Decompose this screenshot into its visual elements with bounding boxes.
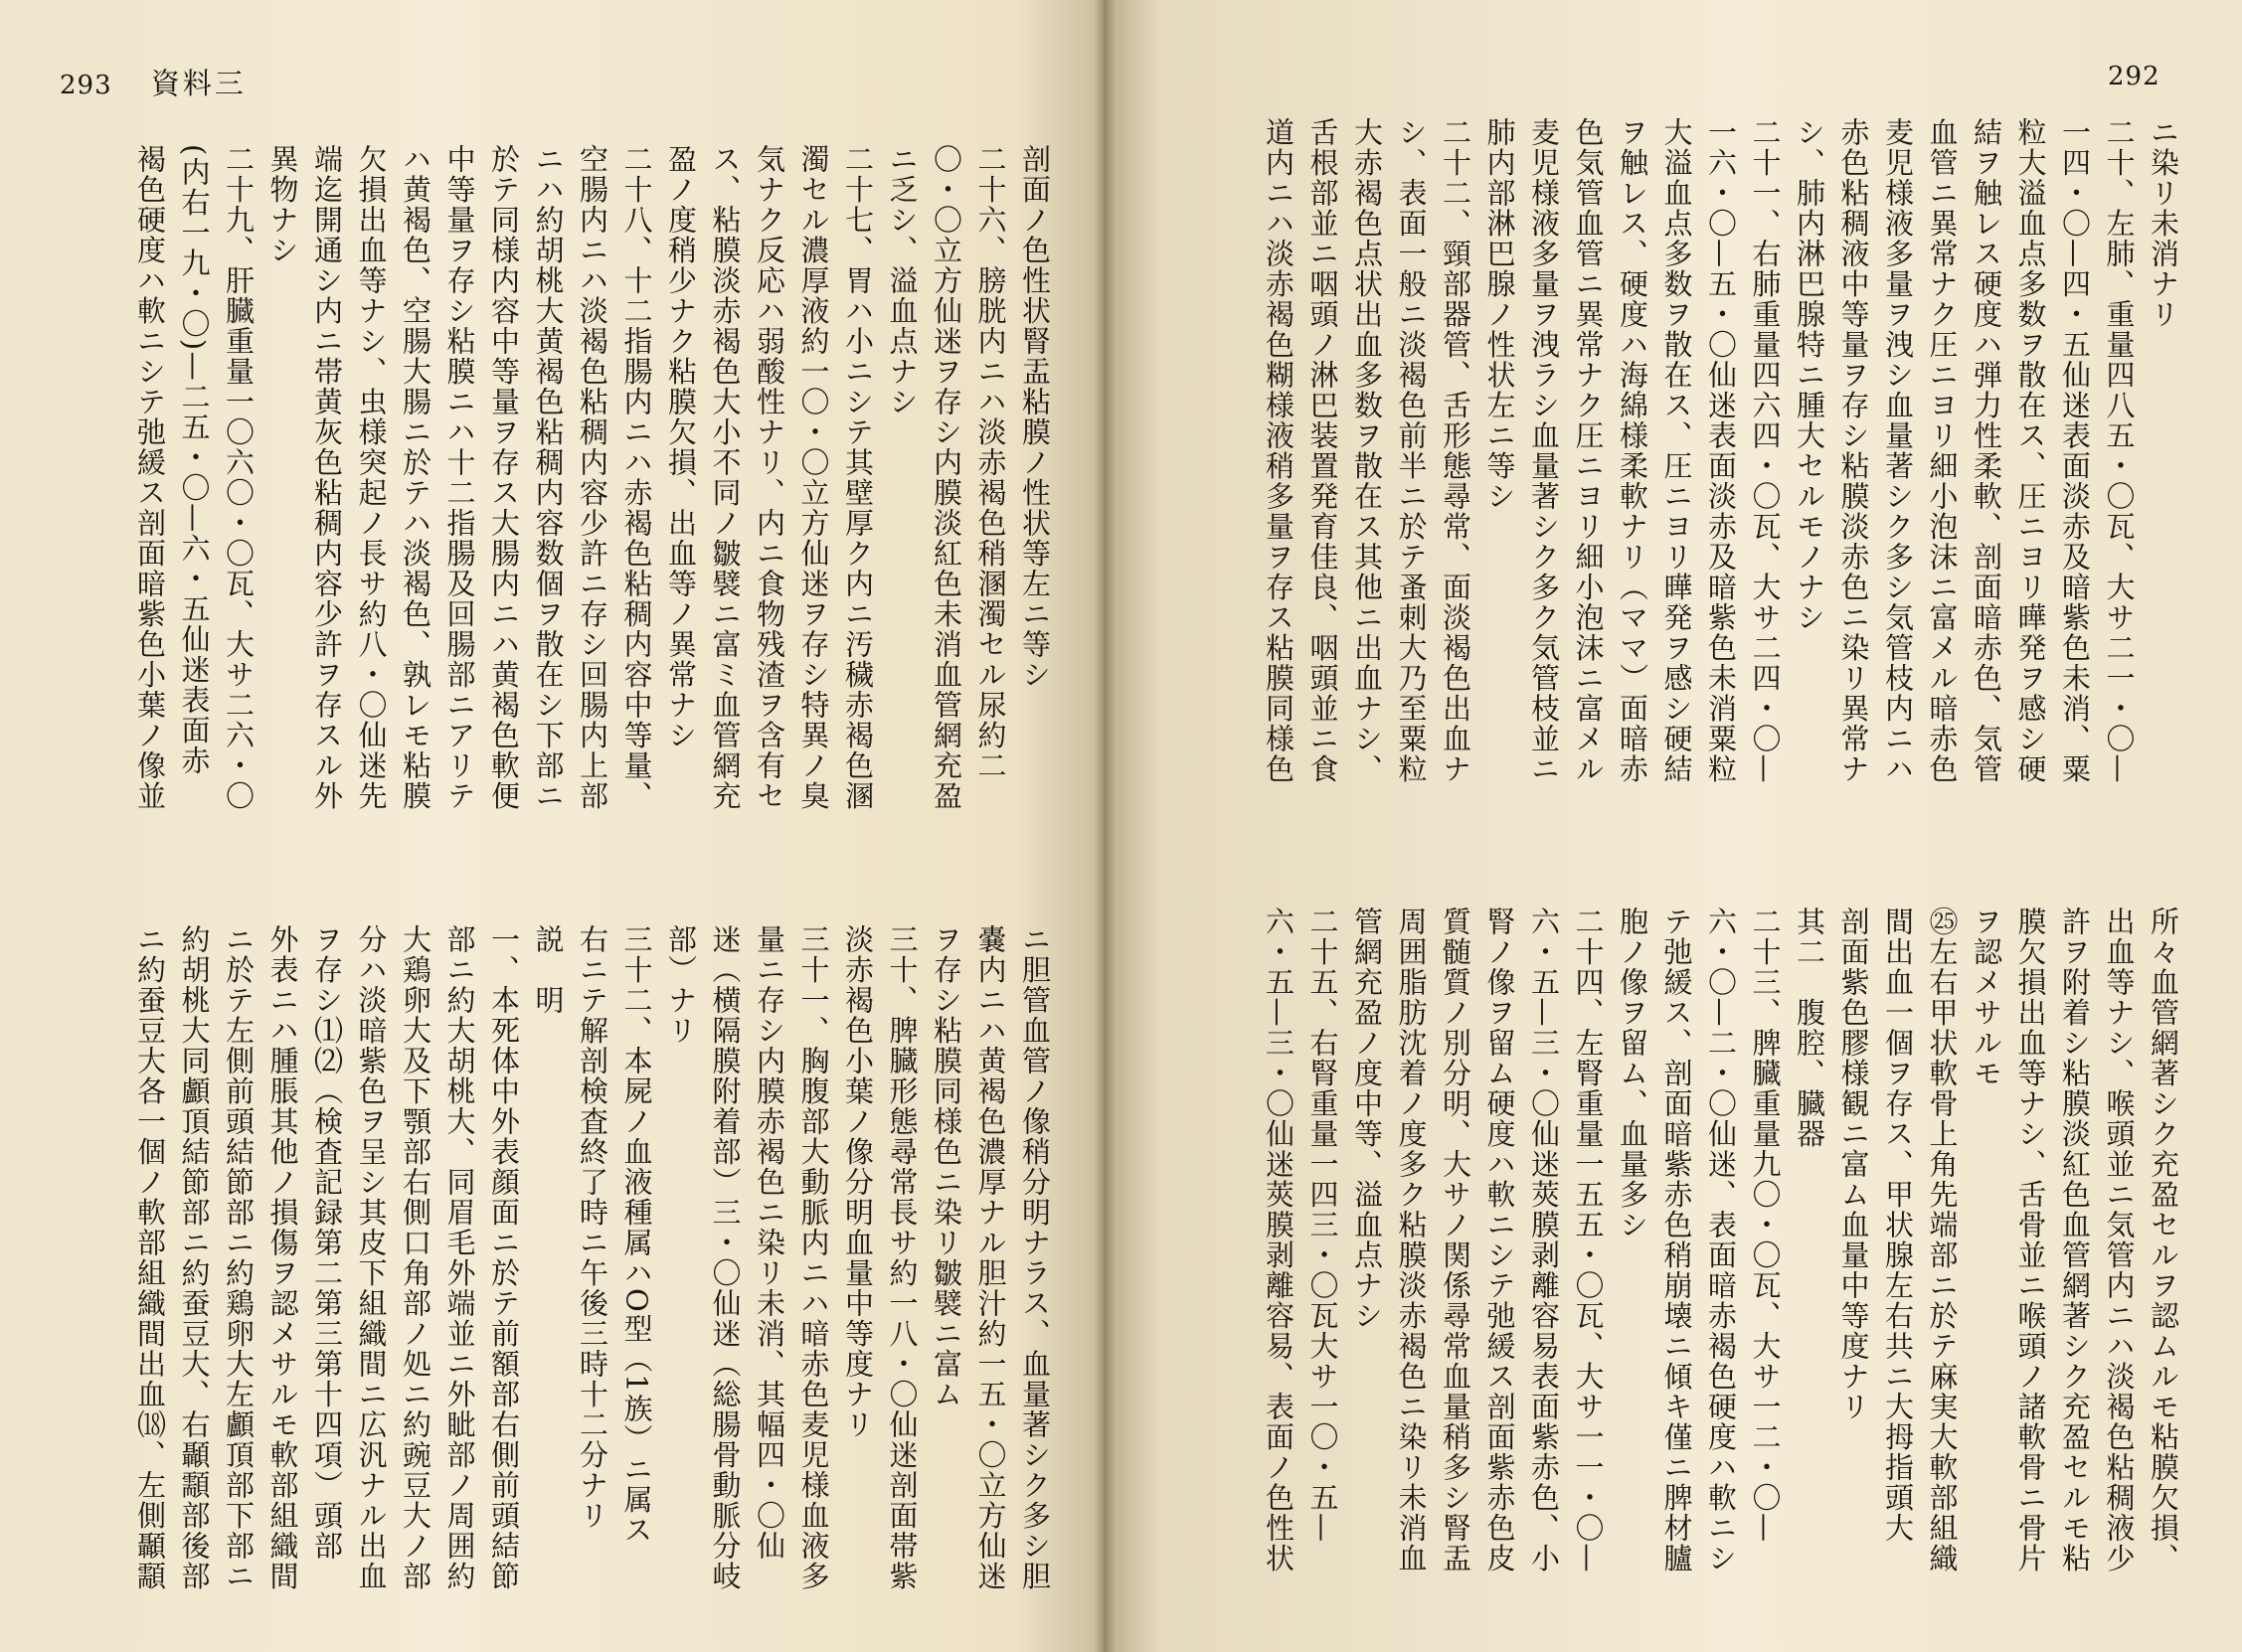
text-column: 所々血管網著シク充盈セルヲ認ムルモ粘膜欠損、	[2147, 907, 2180, 1573]
text-column: 量ニ存シ内膜赤褐色ニ染リ未消、其幅四・〇仙	[753, 924, 786, 1562]
text-column: ニ於テ左側前頭結節部ニ約鶏卵大左顱頂部下部ニ	[222, 924, 256, 1591]
text-column: 気ナク反応ハ弱酸性ナリ、内ニ食物残渣ヲ含有セ	[753, 144, 786, 811]
text-column: 約胡桃大同顱頂結節部ニ約蚕豆大、右顳顬部後部	[177, 924, 212, 1591]
text-column: シ、表面一般ニ淡褐色前半ニ於テ蚤刺大乃至粟粒	[1394, 117, 1429, 784]
text-column: 間出血一個ヲ存ス、甲状腺左右共ニ大拇指頭大	[1881, 907, 1915, 1544]
text-column: 道内ニハ淡赤褐色糊様液稍多量ヲ存ス粘膜同様色	[1262, 117, 1295, 784]
page-number: 293	[60, 71, 112, 100]
text-column: 血管ニ異常ナク圧ニヨリ細小泡沫ニ富メル暗赤色	[1925, 117, 1960, 784]
text-column: ニ胆管血管ノ像稍分明ナラス、血量著シク多シ胆	[1018, 924, 1052, 1591]
text-column: ニハ約胡桃大黄褐色粘稠内容数個ヲ散在シ下部ニ	[531, 144, 566, 811]
text-column: 胞ノ像ヲ留ム、血量多シ	[1616, 907, 1649, 1240]
text-column: 其二 腹腔、臓器	[1793, 907, 1826, 1149]
text-column: 二十五、右腎重量一四三・〇瓦大サ一〇・五—	[1305, 907, 1340, 1544]
text-column: 於テ同様内容中等量ヲ存ス大腸内ニハ黄褐色軟便	[487, 144, 521, 811]
text-column: 二十四、左腎重量一五五・〇瓦、大サ一一・〇—	[1571, 907, 1606, 1573]
left-bottom-text-block	[128, 924, 1058, 1620]
text-column: 迷（横隔膜附着部）三・〇仙迷（総腸骨動脈分岐	[708, 924, 743, 1591]
text-column: 二十一、右肺重量四六四・〇瓦、大サ二四・〇—	[1748, 117, 1783, 784]
book-gutter	[1094, 0, 1116, 1652]
text-column: 二十、左肺、重量四八五・〇瓦、大サ二一・〇—	[2102, 117, 2137, 784]
text-column: 出血等ナシ、喉頭並ニ気管内ニハ淡褐色粘稠液少	[2102, 907, 2137, 1573]
text-column: 結ヲ触レス硬度ハ弾力性柔軟、剖面暗赤色、気管	[1970, 117, 2003, 784]
text-column: 膜欠損出血等ナシ、舌骨並ニ喉頭ノ諸軟骨ニ骨片	[2013, 907, 2048, 1573]
text-column: 二十六、膀胱内ニハ淡赤褐色稍溷濁セル尿約二	[973, 144, 1008, 781]
text-column: 外表ニハ腫脹其他ノ損傷ヲ認メサルモ軟部組織間	[265, 924, 300, 1591]
text-column: 嚢内ニハ黄褐色濃厚ナル胆汁約一五・〇立方仙迷	[973, 924, 1008, 1591]
left-top-text-block	[128, 144, 1058, 840]
right-bottom-text-block	[1257, 907, 2186, 1602]
text-column: 周囲脂肪沈着ノ度多ク粘膜淡赤褐色ニ染リ未消血	[1394, 907, 1429, 1573]
left-page-header	[60, 62, 247, 102]
right-page	[1104, 0, 2242, 1652]
text-column: 部）ナリ	[664, 924, 698, 1046]
text-column: ニ乏シ、溢血点ナシ	[885, 144, 920, 417]
text-column: 欠損出血等ナシ、虫様突起ノ長サ約八・〇仙迷先	[354, 144, 389, 811]
left-page	[0, 0, 1104, 1652]
text-column: 腎ノ像ヲ留ム硬度ハ軟ニシテ弛緩ス剖面紫赤色皮	[1482, 907, 1517, 1573]
text-column: 剖面ノ色性状腎盂粘膜ノ性状等左ニ等シ	[1018, 144, 1052, 690]
text-column: ニ染リ未消ナリ	[2147, 117, 2180, 330]
text-column: 大鶏卵大及下顎部右側口角部ノ処ニ約豌豆大ノ部	[399, 924, 432, 1591]
text-column: ス、粘膜淡赤褐色大小不同ノ皺襞ニ富ミ血管網充	[708, 144, 743, 811]
text-column: ヲ存シ⑴⑵（検査記録第二第三第十四項）頭部	[310, 924, 344, 1562]
text-column: 説 明	[531, 924, 566, 1016]
text-column: 三十一、胸腹部大動脈内ニハ暗赤色麦児様血液多	[796, 924, 831, 1591]
text-column: 一、本死体中外表顔面ニ於テ前額部右側前頭結節	[487, 924, 521, 1591]
right-page-header	[2108, 62, 2160, 91]
text-column: 六・五—三・〇仙迷莢膜剥離容易表面紫赤色、小	[1527, 907, 1561, 1573]
text-column: 盈ノ度稍少ナク粘膜欠損、出血等ノ異常ナシ	[664, 144, 698, 750]
text-column: 管網充盈ノ度中等、溢血点ナシ	[1350, 907, 1384, 1331]
text-column: 大溢血点多数ヲ散在ス、圧ニヨリ曄発ヲ感シ硬結	[1659, 117, 1694, 784]
text-column: 色気管血管ニ異常ナク圧ニヨリ細小泡沫ニ富メル	[1571, 117, 1606, 784]
text-column: 六・五—三・〇仙迷莢膜剥離容易、表面ノ色性状	[1262, 907, 1295, 1573]
text-column: シ、肺内淋巴腺特ニ腫大セルモノナシ	[1793, 117, 1826, 633]
text-column: ヲ触レス、硬度ハ海綿様柔軟ナリ（ママ）面暗赤	[1616, 117, 1649, 784]
text-column: 中等量ヲ存シ粘膜ニハ十二指腸及回腸部ニアリテ	[442, 144, 477, 811]
text-column: 一六・〇—五・〇仙迷表面淡赤及暗紫色未消粟粒	[1704, 117, 1738, 784]
text-column: 部ニ約大胡桃大、同眉毛外端並ニ外眦部ノ周囲約	[442, 924, 477, 1591]
text-column: 三十、脾臓形態尋常長サ約一八・〇仙迷剖面帯紫	[885, 924, 920, 1591]
text-column: 許ヲ附着シ粘膜淡紅色血管網著シク充盈セルモ粘	[2058, 907, 2092, 1573]
text-column: 六・〇—二・〇仙迷、表面暗赤褐色硬度ハ軟ニシ	[1704, 907, 1738, 1573]
text-column: 端迄開通シ内ニ帯黄灰色粘稠内容少許ヲ存スル外	[310, 144, 344, 811]
text-column: 一四・〇—四・五仙迷表面淡赤及暗紫色未消、粟	[2058, 117, 2092, 784]
text-column: 肺内部淋巴腺ノ性状左ニ等シ	[1482, 117, 1517, 512]
page-number: 292	[2108, 62, 2160, 91]
text-column: 二十三、脾臓重量九〇・〇瓦、大サ一二・〇—	[1748, 907, 1783, 1544]
text-column: 大赤褐色点状出血多数ヲ散在ス其他ニ出血ナシ、	[1350, 117, 1384, 784]
text-column: 二十七、胃ハ小ニシテ其壁厚ク内ニ汚穢赤褐色溷	[841, 144, 875, 811]
running-title: 資料三	[150, 67, 247, 100]
text-column: 剖面紫色膠様観ニ富ム血量中等度ナリ	[1836, 907, 1871, 1422]
text-column: ヲ存シ粘膜同様色ニ染リ皺襞ニ富ム	[930, 924, 963, 1409]
text-column: 二十二、頸部器管、舌形態尋常、面淡褐色出血ナ	[1439, 117, 1472, 784]
text-column: 赤色粘稠液中等量ヲ存シ粘膜淡赤色ニ染リ異常ナ	[1836, 117, 1871, 784]
text-column: 舌根部並ニ咽頭ノ淋巴装置発育佳良、咽頭並ニ食	[1305, 117, 1340, 784]
text-column: 淡赤褐色小葉ノ像分明血量中等度ナリ	[841, 924, 875, 1440]
text-column: 三十二、本屍ノ血液種属ハO型（1族）ニ属ス	[619, 924, 654, 1546]
text-column: 右ニテ解剖検査終了時ニ午後三時十二分ナリ	[576, 924, 609, 1531]
text-column: ㉕左右甲状軟骨上角先端部ニ於テ麻実大軟部組織	[1925, 907, 1960, 1573]
text-column: ニ約蚕豆大各一個ノ軟部組織間出血⒅、左側顳顬	[133, 924, 167, 1591]
text-column: (内右一九・〇)—二五・〇—六・五仙迷表面赤	[177, 144, 212, 776]
text-column: 粒大溢血点多数ヲ散在ス、圧ニヨリ曄発ヲ感シ硬	[2013, 117, 2048, 784]
text-column: 濁セル濃厚液約一〇・〇立方仙迷ヲ存シ特異ノ臭	[796, 144, 831, 811]
text-column: 〇・〇立方仙迷ヲ存シ内膜淡紅色未消血管網充盈	[930, 144, 963, 811]
text-column: 二十八、十二指腸内ニハ赤褐色粘稠内容中等量、	[619, 144, 654, 811]
text-column: 麦児様液多量ヲ洩ラシ血量著シク多ク気管枝並ニ	[1527, 117, 1561, 784]
text-column: 質髄質ノ別分明、大サノ関係尋常血量稍多シ腎盂	[1439, 907, 1472, 1573]
text-column: 褐色硬度ハ軟ニシテ弛緩ス剖面暗紫色小葉ノ像並	[133, 144, 167, 811]
text-column: 空腸内ニハ淡褐色粘稠内容少許ニ存シ回腸内上部	[576, 144, 609, 811]
text-column: 異物ナシ	[265, 144, 300, 265]
text-column: テ弛緩ス、剖面暗紫赤色稍崩壊ニ傾キ僅ニ脾材臚	[1659, 907, 1694, 1573]
text-column: ハ黄褐色、空腸大腸ニ於テハ淡褐色、孰レモ粘膜	[399, 144, 432, 811]
text-column: 麦児様液多量ヲ洩シ血量著シク多シ気管枝内ニハ	[1881, 117, 1915, 784]
text-column: 分ハ淡暗紫色ヲ呈シ其皮下組織間ニ広汎ナル出血	[354, 924, 389, 1591]
text-column: 二十九、肝臓重量一〇六〇・〇瓦、大サ二六・〇	[222, 144, 256, 811]
right-top-text-block	[1257, 117, 2186, 813]
text-column: ヲ認メサルモ	[1970, 907, 2003, 1088]
